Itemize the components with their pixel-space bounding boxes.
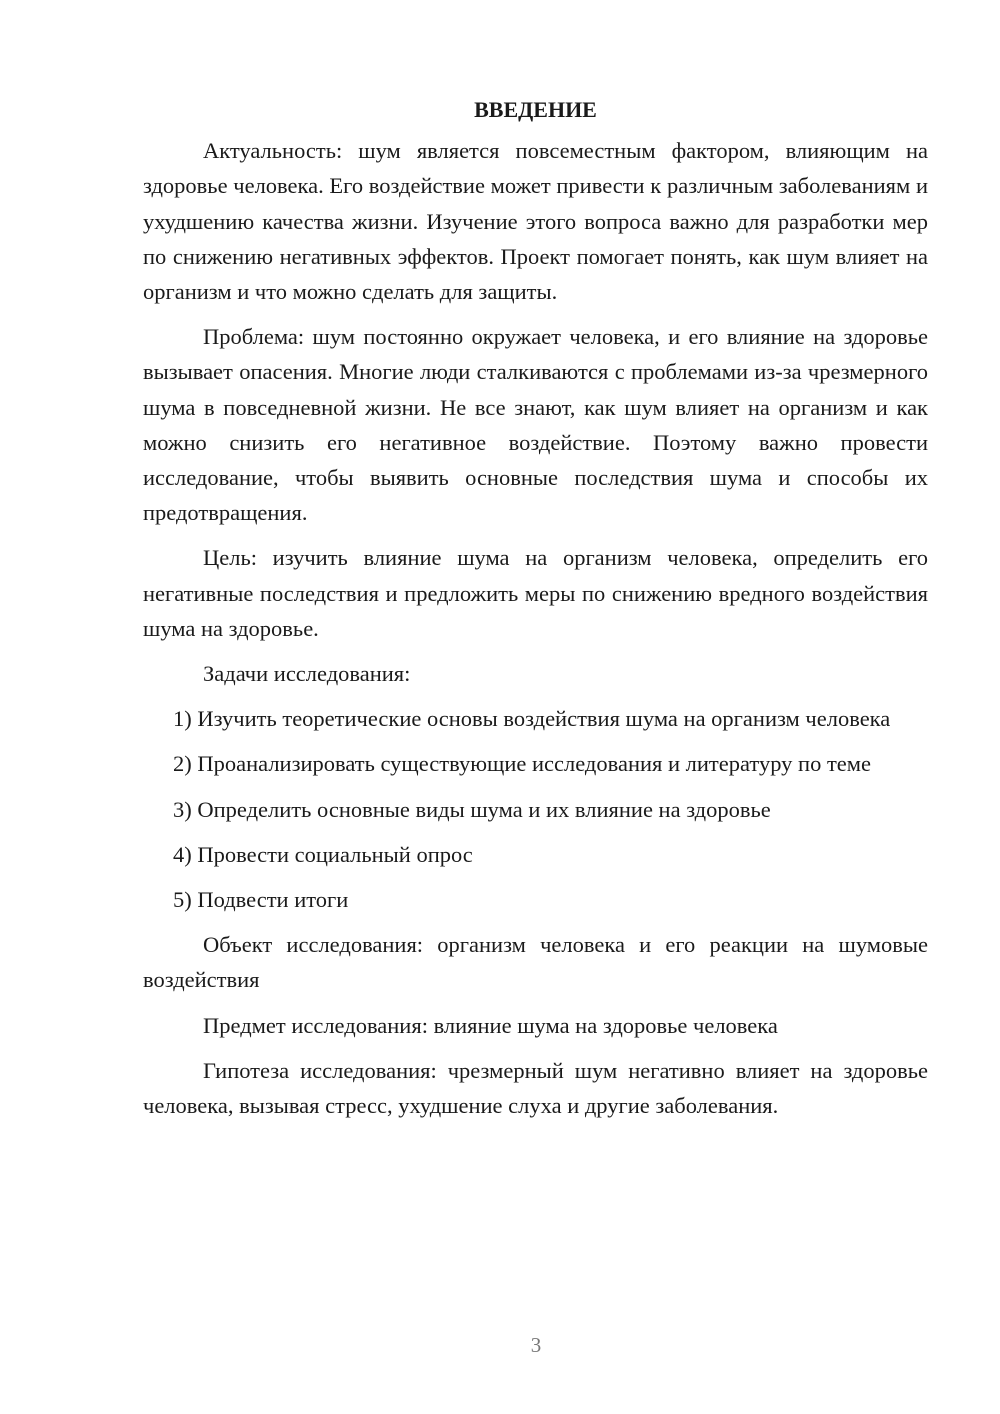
relevance-paragraph: Актуальность: шум является повсеместным фактором, влияющим на здоровье человека. Его воздействие может привести к различным заболеваниям и ухудшению качества жизни. Изучение этого вопроса важно для разработки мер по снижению негативных эффектов. Проект помогает понять, как шум влияет на организм и что можно сделать для защиты. <box>143 138 928 305</box>
task-item: 5) Подвести итоги <box>173 887 349 913</box>
goal-paragraph: Цель: изучить влияние шума на организм человека, определить его негативные последствия и предложить меры по снижению вредного воздействия шума на здоровье. <box>143 545 928 641</box>
page-number: 3 <box>530 1333 542 1357</box>
tasks-intro: Задачи исследования: <box>203 661 411 687</box>
task-item: 3) Определить основные виды шума и их влияние на здоровье <box>173 796 771 822</box>
problem-paragraph: Проблема: шум постоянно окружает человека, и его влияние на здоровье вызывает опасения. Многие люди сталкиваются с проблемами из-за чрезмерного шума в повседневной жизни. Не все знают, как шум влияет на организм и как можно снизить его негативное воздействие. Поэтому важно провести исследование, чтобы выявить основные последствия шума и способы их предотвращения. <box>143 324 928 526</box>
page-title: ВВЕДЕНИЕ <box>474 97 597 122</box>
object-paragraph: Объект исследования: организм человека и его реакции на шумовые воздействия <box>143 932 928 993</box>
hypothesis-paragraph: Гипотеза исследования: чрезмерный шум негативно влияет на здоровье человека, вызывая стресс, ухудшение слуха и другие заболевания. <box>143 1057 928 1119</box>
document-page <box>143 92 928 1133</box>
subject-paragraph: Предмет исследования: влияние шума на здоровье человека <box>203 1012 778 1038</box>
task-item: 1) Изучить теоретические основы воздействия шума на организм человека <box>173 706 891 732</box>
task-item: 2) Проанализировать существующие исследования и литературу по теме <box>173 751 871 777</box>
task-item: 4) Провести социальный опрос <box>173 841 473 867</box>
